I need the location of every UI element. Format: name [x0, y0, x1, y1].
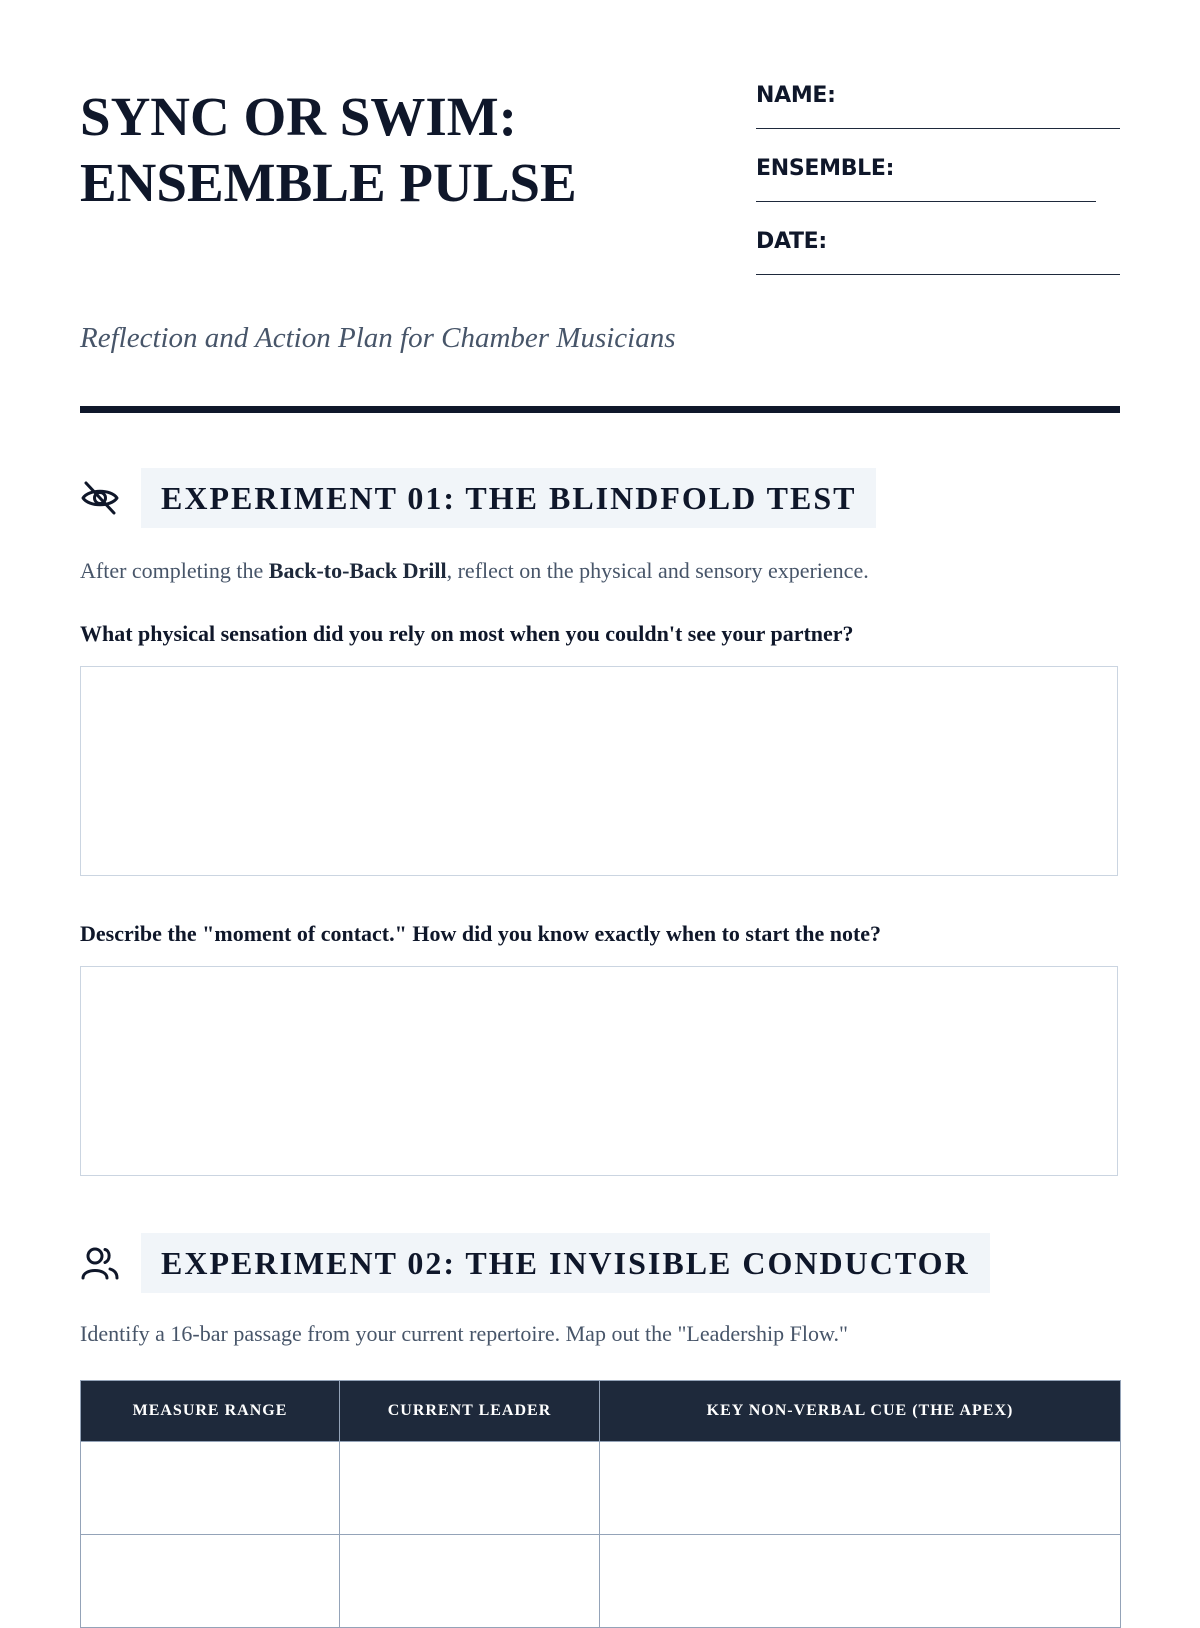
- title-line-2: ENSEMBLE PULSE: [80, 152, 577, 213]
- eye-slash-icon: [80, 478, 120, 518]
- table-cell[interactable]: [340, 1535, 600, 1628]
- table-row: [81, 1535, 1121, 1628]
- student-info-fields: [756, 82, 1120, 301]
- table-cell[interactable]: [600, 1535, 1121, 1628]
- intro-bold-drill: Back-to-Back Drill: [268, 558, 447, 583]
- experiment-01-title: EXPERIMENT 01: THE BLINDFOLD TEST: [141, 468, 876, 528]
- experiment-01-heading: [80, 468, 1120, 528]
- table-cell[interactable]: [81, 1442, 340, 1535]
- users-icon: [80, 1243, 120, 1283]
- experiment-01-intro: [80, 558, 869, 584]
- page-subtitle: Reflection and Action Plan for Chamber Musicians: [80, 322, 676, 354]
- header-divider: [80, 406, 1120, 413]
- intro-suffix: , reflect on the physical and sensory experience.: [446, 558, 869, 583]
- question-2: Describe the "moment of contact." How did you know exactly when to start the note?: [80, 921, 882, 946]
- intro-prefix: After completing the: [80, 558, 269, 583]
- ensemble-line[interactable]: [756, 201, 1096, 202]
- worksheet-page: [80, 0, 1120, 1600]
- header-key-cue: KEY NON-VERBAL CUE (THE APEX): [600, 1381, 1121, 1442]
- ensemble-label: ENSEMBLE:: [756, 156, 895, 181]
- name-label: NAME:: [756, 83, 836, 108]
- table-header-row: [81, 1381, 1121, 1442]
- page-title: [80, 84, 720, 216]
- table-cell[interactable]: [340, 1442, 600, 1535]
- title-line-1: SYNC OR SWIM:: [80, 86, 517, 147]
- date-label: DATE:: [756, 229, 827, 254]
- header-current-leader: CURRENT LEADER: [340, 1381, 600, 1442]
- worksheet-header: [80, 0, 1120, 420]
- table-cell[interactable]: [81, 1535, 340, 1628]
- experiment-02-intro: Identify a 16-bar passage from your current repertoire. Map out the "Leadership Flow.": [80, 1321, 848, 1346]
- name-line[interactable]: [756, 128, 1120, 129]
- table-row: [81, 1442, 1121, 1535]
- table-cell[interactable]: [600, 1442, 1121, 1535]
- experiment-02-title: EXPERIMENT 02: THE INVISIBLE CONDUCTOR: [141, 1233, 990, 1293]
- question-1: What physical sensation did you rely on most when you couldn't see your partner?: [80, 621, 854, 646]
- leadership-flow-table: [80, 1380, 1121, 1628]
- answer-box-1[interactable]: [80, 666, 1118, 876]
- ensemble-field[interactable]: [756, 155, 1120, 228]
- header-measure-range: MEASURE RANGE: [81, 1381, 340, 1442]
- date-field[interactable]: [756, 228, 1120, 301]
- experiment-02-heading: [80, 1233, 1120, 1293]
- answer-box-2[interactable]: [80, 966, 1118, 1176]
- name-field[interactable]: [756, 82, 1120, 155]
- date-line[interactable]: [756, 274, 1120, 275]
